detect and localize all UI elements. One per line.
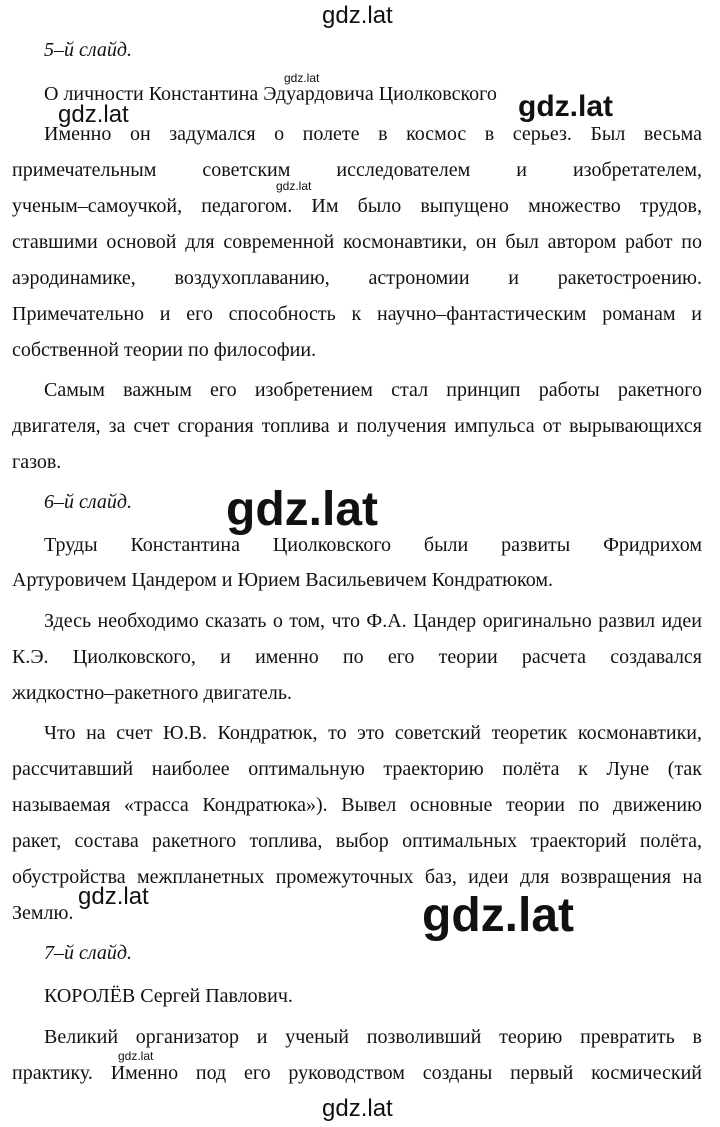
watermark: gdz.lat	[78, 883, 149, 910]
text-line: Самым важным его изобретением стал принцип работы ракетного	[44, 379, 702, 401]
text-line: рассчитавший наиболее оптимальную траекторию полёта к Луне (так	[12, 758, 702, 780]
text-line: называемая «трасса Кондратюка»). Вывел основные теории по движению	[12, 794, 702, 816]
slide-heading-5: 5–й слайд.	[44, 39, 132, 61]
text-line: Что на счет Ю.В. Кондратюк, то это советский теоретик космонавтики,	[44, 722, 702, 744]
watermark: gdz.lat	[518, 90, 613, 123]
text-line: К.Э. Циолковского, и именно по его теории расчета создавался	[12, 646, 702, 668]
text-line: жидкостно–ракетного двигатель.	[12, 682, 292, 704]
watermark: gdz.lat	[118, 1049, 154, 1063]
section-title-tsiolkovsky: О личности Константина Эдуардовича Циолковского	[44, 83, 497, 105]
text-line: ракет, состава ракетного топлива, выбор оптимальных траекторий полёта,	[12, 830, 702, 852]
text-line: Артуровичем Цандером и Юрием Васильевичем Кондратюком.	[12, 569, 553, 591]
watermark: gdz.lat	[322, 2, 393, 29]
text-line: ставшими основой для современной космонавтики, он был автором работ по	[12, 231, 702, 253]
watermark: gdz.lat	[226, 483, 378, 536]
text-line: Великий организатор и ученый позволивший теорию превратить в	[44, 1026, 702, 1048]
section-title-korolev: КОРОЛЁВ Сергей Павлович.	[44, 985, 293, 1007]
text-line: Труды Константина Циолковского были развиты Фридрихом	[44, 534, 702, 556]
text-line: ученым–самоучкой, педагогом. Им было выпущено множество трудов,	[12, 195, 702, 217]
watermark: gdz.lat	[422, 889, 574, 942]
text-line: Землю.	[12, 902, 74, 924]
text-line: практику. Именно под его руководством созданы первый космический	[12, 1062, 702, 1084]
watermark: gdz.lat	[58, 101, 129, 128]
text-line: собственной теории по философии.	[12, 339, 317, 361]
watermark: gdz.lat	[276, 179, 312, 193]
text-line: Здесь необходимо сказать о том, что Ф.А. Цандер оригинально развил идеи	[44, 610, 702, 632]
text-line: Примечательно и его способность к научно–фантастическим романам и	[12, 303, 702, 325]
text-line: Именно он задумался о полете в космос в серьез. Был весьма	[44, 123, 702, 145]
slide-heading-7: 7–й слайд.	[44, 942, 132, 964]
text-line: обустройства межпланетных промежуточных баз, идеи для возвращения на	[12, 866, 702, 888]
watermark: gdz.lat	[322, 1095, 393, 1122]
slide-heading-6: 6–й слайд.	[44, 491, 132, 513]
text-line: примечательным советским исследователем и изобретателем,	[12, 159, 702, 181]
text-line: двигателя, за счет сгорания топлива и получения импульса от вырывающихся	[12, 415, 702, 437]
text-line: аэродинамике, воздухоплаванию, астрономии и ракетостроению.	[12, 267, 702, 289]
watermark: gdz.lat	[284, 71, 320, 85]
text-line: газов.	[12, 451, 62, 473]
